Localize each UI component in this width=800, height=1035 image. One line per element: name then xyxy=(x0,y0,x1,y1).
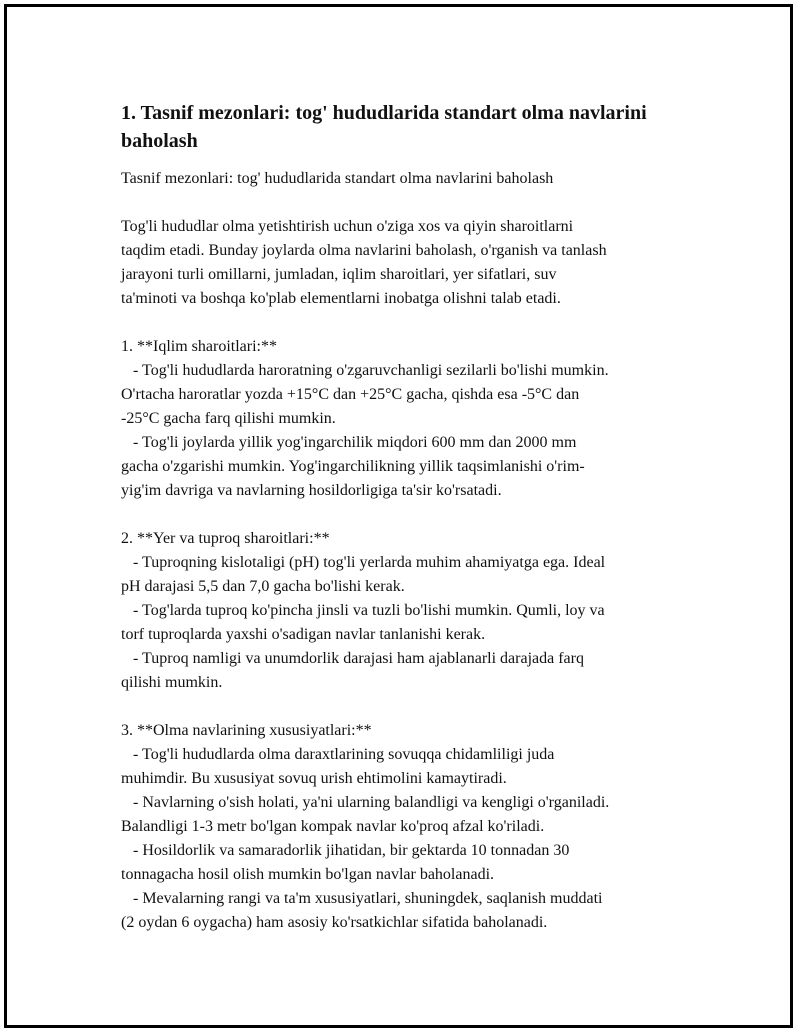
document-subtitle: Tasnif mezonlari: tog' hududlarida standart olma navlarini baholash xyxy=(121,170,554,187)
section-climate: 1. **Iqlim sharoitlari:** - Tog'li hududlarda haroratning o'zgaruvchanligi sezilarli bo'lishi mumkin. O'rtacha haroratlar yozda +15°C dan +25°C gacha, qishda esa -5°C dan -25°C gacha farq qilishi mumkin. - Tog'li joylarda yillik yog'ingarchilik miqdori 600 mm dan 2000 mm gacha o'zgarishi mumkin. Yog'ingarchilikning yillik taqsimlanishi o'rim- yig'im davriga va navlarning hosildorligiga ta'sir ko'rsatadi. xyxy=(121,338,609,499)
document-page xyxy=(4,4,793,1028)
document-content xyxy=(121,99,691,935)
document-title: 1. Tasnif mezonlari: tog' hududlarida standart olma navlarini baholash xyxy=(121,102,647,152)
section-varieties: 3. **Olma navlarining xususiyatlari:** - Tog'li hududlarda olma daraxtlarining sovuqqa chidamliligi juda muhimdir. Bu xususiyat sovuq urish ehtimolini kamaytiradi. - Navlarning o'sish holati, ya'ni ularning balandligi va kengligi o'rganiladi. Balandligi 1-3 metr bo'lgan kompak navlar ko'proq afzal ko'riladi. - Hosildorlik va samaradorlik jihatidan, bir gektarda 10 tonnadan 30 tonnagacha hosil olish mumkin bo'lgan navlar baholanadi. - Mevalarning rangi va ta'm xususiyatlari, shuningdek, saqlanish muddati (2 oydan 6 oygacha) ham asosiy ko'rsatkichlar sifatida baholanadi. xyxy=(121,722,610,931)
section-soil: 2. **Yer va tuproq sharoitlari:** - Tuproqning kislotaligi (pH) tog'li yerlarda muhim ahamiyatga ega. Ideal pH darajasi 5,5 dan 7,0 gacha bo'lishi kerak. - Tog'larda tuproq ko'pincha jinsli va tuzli bo'lishi mumkin. Qumli, loy va torf tuproqlarda yaxshi o'sadigan navlar tanlanishi kerak. - Tuproq namligi va unumdorlik darajasi ham ajablanarli darajada farq qilishi mumkin. xyxy=(121,530,606,691)
intro-paragraph: Tog'li hududlar olma yetishtirish uchun o'ziga xos va qiyin sharoitlarni taqdim etadi. Bunday joylarda olma navlarini baholash, o'rganish va tanlash jarayoni turli omillarni, jumladan, iqlim sharoitlari, yer sifatlari, suv ta'minoti va boshqa ko'plab elementlarni inobatga olishni talab etadi. xyxy=(121,218,607,307)
